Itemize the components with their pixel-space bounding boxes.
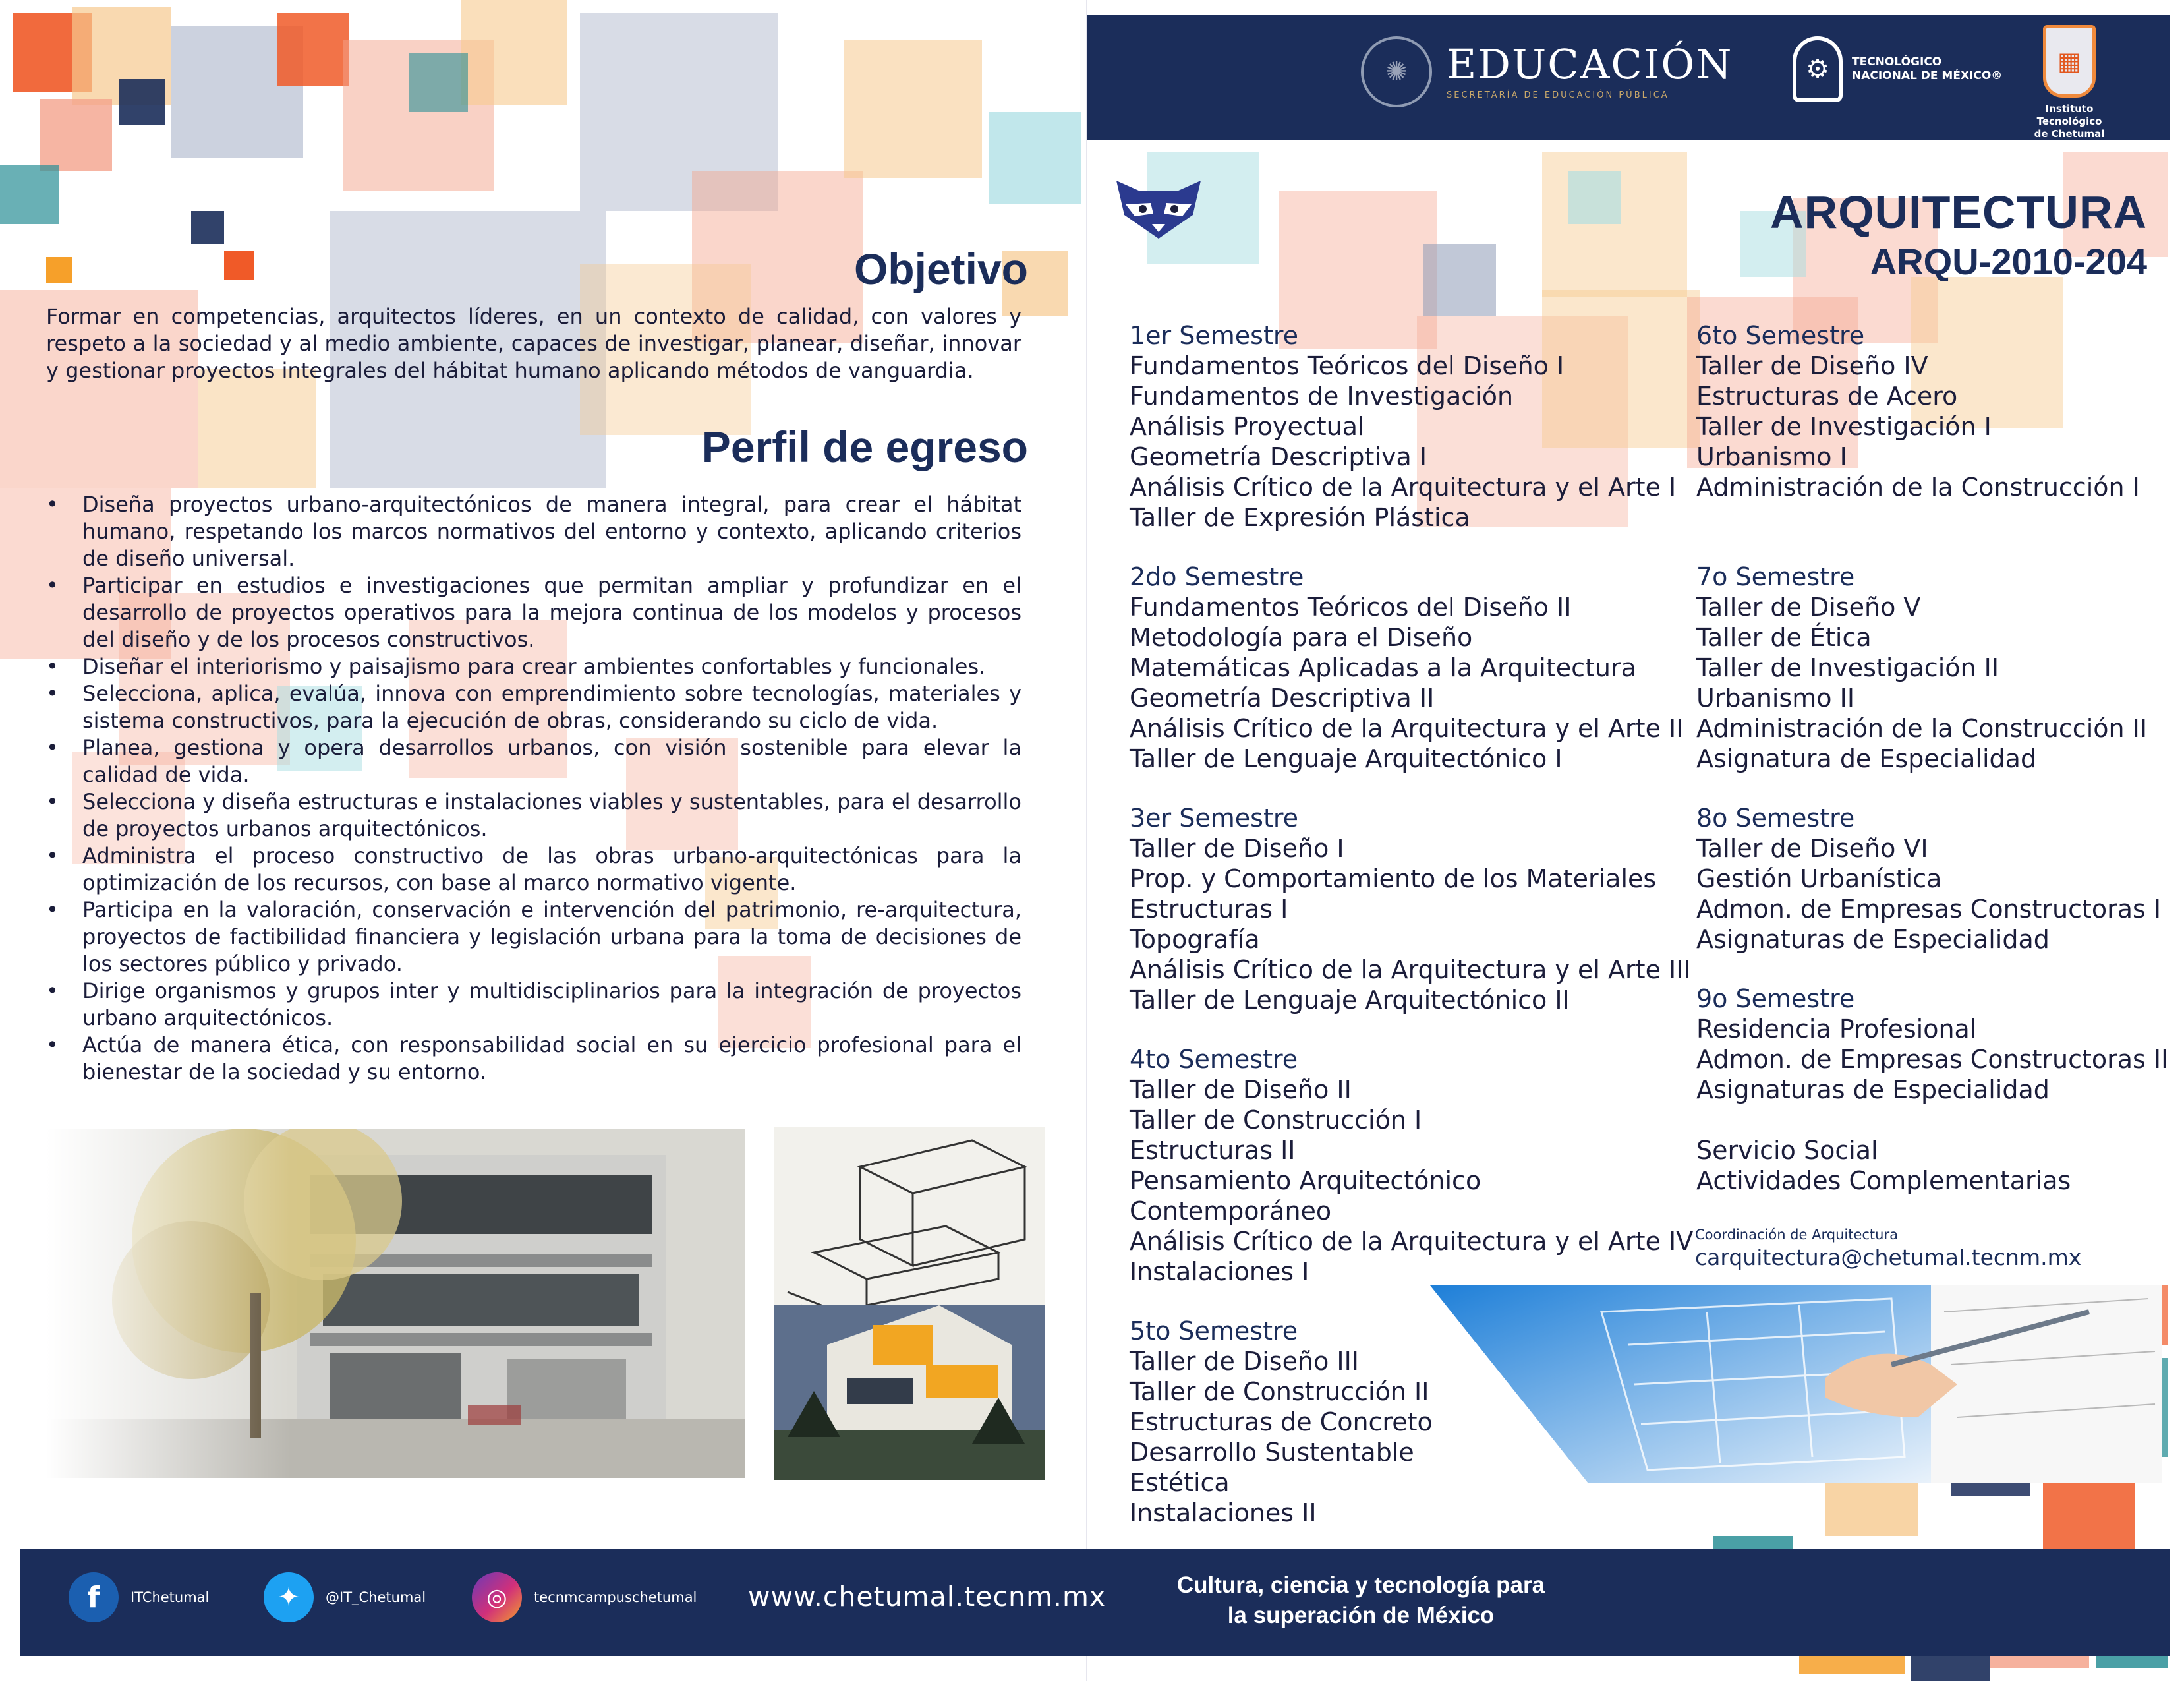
semester-title: 9o Semestre: [1696, 984, 1855, 1013]
course: Taller de Diseño I: [1130, 834, 1344, 863]
course: Análisis Crítico de la Arquitectura y el Arte III: [1130, 955, 1691, 984]
course: Fundamentos Teóricos del Diseño II: [1130, 593, 1572, 622]
course: Fundamentos Teóricos del Diseño I: [1130, 351, 1565, 380]
sep-title: EDUCACIÓN: [1447, 40, 1733, 88]
semester-5: [1130, 1316, 1433, 1528]
slogan-line2: la superación de México: [1227, 1603, 1495, 1628]
facebook-icon: f: [69, 1572, 119, 1622]
website-link[interactable]: www.chetumal.tecnm.mx: [748, 1581, 1106, 1612]
course-spacer: [1696, 1105, 2168, 1135]
semester-6: [1696, 320, 2140, 502]
semester-title: 5to Semestre: [1130, 1316, 1298, 1345]
twitter-icon: ✦: [264, 1572, 314, 1622]
course: Contemporáneo: [1130, 1196, 1332, 1225]
course: Residencia Profesional: [1696, 1015, 1977, 1044]
course: Estructuras de Concreto: [1130, 1407, 1433, 1436]
course: Análisis Proyectual: [1130, 412, 1365, 441]
perfil-item: • Planea, gestiona y opera desarrollos urbanos, con visión sostenible para elevar la calidad de vida.: [46, 734, 1021, 788]
twitter-handle: @IT_Chetumal: [326, 1589, 426, 1605]
course: Asignatura de Especialidad: [1696, 744, 2037, 773]
course: Administración de la Construcción II: [1696, 714, 2148, 743]
sep-logo: [1361, 36, 1733, 107]
course: Instalaciones I: [1130, 1257, 1309, 1286]
itc-logo: [2017, 25, 2122, 140]
instagram-link[interactable]: [472, 1572, 697, 1622]
semester-title: 2do Semestre: [1130, 562, 1304, 591]
course: Instalaciones II: [1130, 1498, 1317, 1527]
perfil-title: Perfil de egreso: [701, 423, 1028, 471]
course: Taller de Investigación I: [1696, 412, 1992, 441]
objetivo-text: Formar en competencias, arquitectos líderes, en un contexto de calidad, con valores y respeto a la sociedad y al medio ambiente, capaces de investigar, planear, diseñar, innovar y gestionar proyectos integrales del hábitat humano aplicando métodos de vanguardia.: [46, 304, 1021, 383]
course: Taller de Investigación II: [1696, 653, 1999, 682]
semester-3: [1130, 803, 1691, 1015]
itc-line1: Instituto Tecnológico: [2036, 103, 2102, 127]
course: Fundamentos de Investigación: [1130, 382, 1514, 411]
course: Admon. de Empresas Constructoras I: [1696, 895, 2162, 924]
contact-label: Coordinación de Arquitectura: [1695, 1227, 1898, 1243]
course: Matemáticas Aplicadas a la Arquitectura: [1130, 653, 1636, 682]
course: Taller de Construcción II: [1130, 1377, 1429, 1406]
program-name: ARQUITECTURA: [1770, 187, 2147, 238]
course: Metodología para el Diseño: [1130, 623, 1473, 652]
semester-9: [1696, 984, 2168, 1196]
course: Geometría Descriptiva I: [1130, 442, 1427, 471]
drafting-hand-image: [1430, 1285, 2162, 1483]
course: Análisis Crítico de la Arquitectura y el Arte I: [1130, 473, 1677, 502]
course: Taller de Expresión Plástica: [1130, 503, 1470, 532]
semester-1: [1130, 320, 1676, 533]
fold-line: [1086, 0, 1087, 1681]
course: Actividades Complementarias: [1696, 1166, 2071, 1195]
twitter-link[interactable]: [264, 1572, 426, 1622]
perfil-item: • Administra el proceso constructivo de las obras urbano-arquitectónicas para la optimización de los recursos, con base al marco normativo vigente.: [46, 842, 1021, 897]
architectural-sketch-image: [774, 1127, 1045, 1480]
course: Análisis Crítico de la Arquitectura y el Arte II: [1130, 714, 1684, 743]
national-seal-icon: ✺: [1361, 36, 1432, 107]
perfil-item: • Actúa de manera ética, con responsabilidad social en su ejercicio profesional para el bienestar de la sociedad y su entorno.: [46, 1032, 1021, 1086]
course: Taller de Diseño V: [1696, 593, 1921, 622]
course: Taller de Lenguaje Arquitectónico II: [1130, 986, 1570, 1015]
itc-shield-icon: ▦: [2043, 25, 2096, 98]
course: Taller de Diseño IV: [1696, 351, 1928, 380]
course: Gestión Urbanística: [1696, 864, 1942, 893]
perfil-item: • Diseña proyectos urbano-arquitectónicos de manera integral, para crear el hábitat humano, respetando los marcos normativos del entorno y contexto, aplicando criterios de diseño universal.: [46, 491, 1021, 572]
course: Pensamiento Arquitectónico: [1130, 1166, 1481, 1195]
tecnm-line1: TECNOLÓGICO: [1852, 55, 1942, 69]
course: Asignaturas de Especialidad: [1696, 925, 2050, 954]
course: Estética: [1130, 1468, 1230, 1497]
semester-title: 8o Semestre: [1696, 804, 1855, 833]
semester-4: [1130, 1044, 1693, 1287]
semester-title: 4to Semestre: [1130, 1045, 1298, 1074]
slogan: [1120, 1570, 1601, 1631]
course: Taller de Ética: [1696, 623, 1872, 652]
course: Estructuras de Acero: [1696, 382, 1958, 411]
facebook-handle: ITChetumal: [130, 1589, 210, 1605]
course: Estructuras II: [1130, 1136, 1296, 1165]
contact-block: [1695, 1225, 2081, 1271]
tecnm-line2: NACIONAL DE MÉXICO®: [1852, 69, 2003, 82]
perfil-item: • Selecciona y diseña estructuras e instalaciones viables y sustentables, para el desarrollo de proyectos urbanos arquitectónicos.: [46, 788, 1021, 842]
course: Topografía: [1130, 925, 1260, 954]
course: Urbanismo I: [1696, 442, 1847, 471]
sep-subtitle: SECRETARÍA DE EDUCACIÓN PÚBLICA: [1447, 90, 1669, 100]
semester-7: [1696, 562, 2147, 774]
semester-2: [1130, 562, 1683, 774]
course: Estructuras I: [1130, 895, 1288, 924]
course: Prop. y Comportamiento de los Materiales: [1130, 864, 1657, 893]
contact-email-link[interactable]: carquitectura@chetumal.tecnm.mx: [1695, 1245, 2082, 1270]
semester-title: 1er Semestre: [1130, 321, 1299, 350]
building-render-image: [46, 1129, 745, 1478]
course: Servicio Social: [1696, 1136, 1878, 1165]
course: Taller de Diseño VI: [1696, 834, 1928, 863]
course: Taller de Diseño III: [1130, 1347, 1360, 1376]
semester-8: [1696, 803, 2161, 955]
semester-title: 3er Semestre: [1130, 804, 1299, 833]
course: Administración de la Construcción I: [1696, 473, 2140, 502]
course: Asignaturas de Especialidad: [1696, 1075, 2050, 1104]
facebook-link[interactable]: [69, 1572, 209, 1622]
perfil-item: • Selecciona, aplica, evalúa, innova con emprendimiento sobre tecnologías, materiales y sistema constructivos, para la ejecución de obras, considerando su ciclo de vida.: [46, 680, 1021, 734]
perfil-list: [46, 491, 1021, 1086]
course: Geometría Descriptiva II: [1130, 684, 1435, 713]
slogan-line1: Cultura, ciencia y tecnología para: [1176, 1572, 1545, 1598]
program-heading: [1770, 186, 2147, 285]
tecnm-gear-icon: ⚙: [1793, 36, 1843, 102]
perfil-item: • Diseñar el interiorismo y paisajismo para crear ambientes confortables y funcionales.: [46, 653, 1021, 680]
tecnm-logo: [1793, 36, 2002, 102]
course: Taller de Construcción I: [1130, 1106, 1422, 1135]
course: Urbanismo II: [1696, 684, 1855, 713]
raccoon-mascot-icon: [1114, 178, 1203, 244]
instagram-icon: ◎: [472, 1572, 522, 1622]
course: Admon. de Empresas Constructoras II: [1696, 1045, 2169, 1074]
course: Taller de Diseño II: [1130, 1075, 1352, 1104]
semester-title: 7o Semestre: [1696, 562, 1855, 591]
objetivo-title: Objetivo: [853, 245, 1028, 293]
semester-title: 6to Semestre: [1696, 321, 1865, 350]
course: Análisis Crítico de la Arquitectura y el Arte IV: [1130, 1227, 1694, 1256]
instagram-handle: tecnmcampuschetumal: [534, 1589, 697, 1605]
course: Taller de Lenguaje Arquitectónico I: [1130, 744, 1563, 773]
perfil-item: • Dirige organismos y grupos inter y multidisciplinarios para la integración de proyectos urbano arquitectónicos.: [46, 978, 1021, 1032]
perfil-item: • Participa en la valoración, conservación e intervención del patrimonio, re-arquitectura, proyectos de factibilidad financiera y legislación urbana para la toma de decisiones de los sectores público y privado.: [46, 897, 1021, 978]
itc-line2: de Chetumal: [2034, 127, 2105, 140]
course: Desarrollo Sustentable: [1130, 1438, 1414, 1467]
program-code: ARQU-2010-204: [1870, 241, 2147, 282]
perfil-item: • Participar en estudios e investigaciones que permitan ampliar y profundizar en el desarrollo de proyectos operativos para la mejora continua de los modelos y procesos del diseño y de los procesos constructivos.: [46, 572, 1021, 653]
